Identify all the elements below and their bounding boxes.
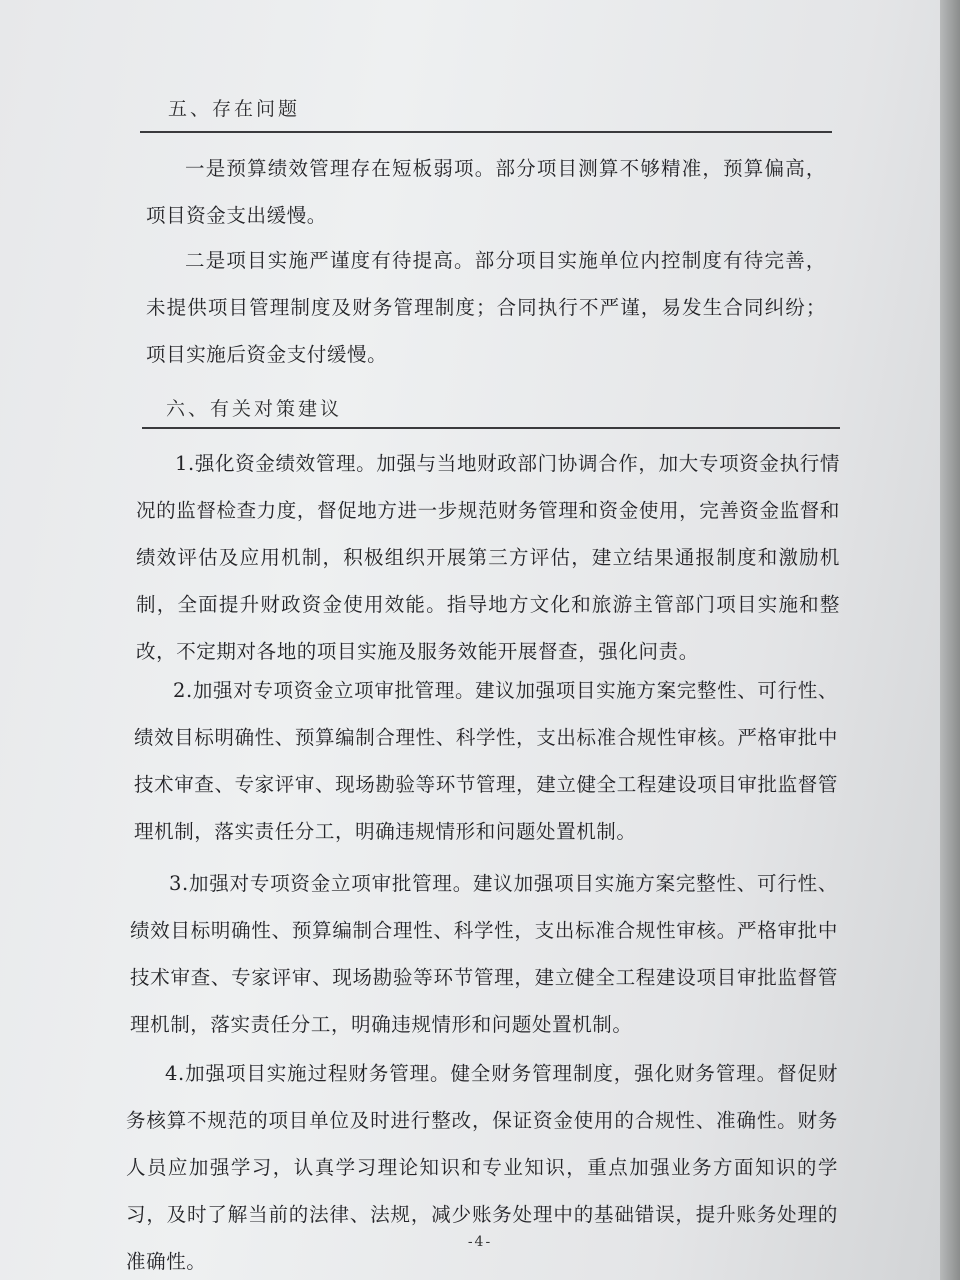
section-6-heading: 六、有关对策建议: [166, 398, 343, 420]
section-6-item-2: 2.加强对专项资金立项审批管理。建议加强项目实施方案完整性、可行性、绩效目标明确性、预算编制合理性、科学性，支出标准合规性审核。严格审批中技术审查、专家评审、现场勘验等环节管理，建立健全工程建设项目审批监督管理机制，落实责任分工，明确违规情形和问题处置机制。: [134, 679, 838, 843]
section-6-item-4: 4.加强项目实施过程财务管理。健全财务管理制度，强化财务管理。督促财务核算不规范的项目单位及时进行整改，保证资金使用的合规性、准确性。财务人员应加强学习，认真学习理论知识和专业知识，重点加强业务方面知识的学习，及时了解当前的法律、法规，减少账务处理中的基础错误，提升账务处理的准确性。: [126, 1062, 838, 1273]
section-5-heading: 五、存在问题: [168, 98, 301, 120]
section-6-rule: [142, 427, 840, 429]
page-number: -4-: [467, 1234, 493, 1250]
page-edge-shadow: [940, 0, 960, 1280]
section-6-item-3: 3.加强对专项资金立项审批管理。建议加强项目实施方案完整性、可行性、绩效目标明确性、预算编制合理性、科学性，支出标准合规性审核。严格审批中技术审查、专家评审、现场勘验等环节管理，建立健全工程建设项目审批监督管理机制，落实责任分工，明确违规情形和问题处置机制。: [130, 872, 838, 1036]
section-5-item-1: 一是预算绩效管理存在短板弱项。部分项目测算不够精准，预算偏高，项目资金支出缓慢。: [146, 157, 826, 227]
section-6-item-1: 1.强化资金绩效管理。加强与当地财政部门协调合作，加大专项资金执行情况的监督检查力度，督促地方进一步规范财务管理和资金使用，完善资金监督和绩效评估及应用机制，积极组织开展第三方评估，建立结果通报制度和激励机制，全面提升财政资金使用效能。指导地方文化和旅游主管部门项目实施和整改，不定期对各地的项目实施及服务效能开展督查，强化问责。: [136, 452, 840, 663]
section-5-rule: [140, 131, 832, 133]
section-5-item-2: 二是项目实施严谨度有待提高。部分项目实施单位内控制度有待完善，未提供项目管理制度及财务管理制度；合同执行不严谨，易发生合同纠纷；项目实施后资金支付缓慢。: [146, 249, 826, 366]
